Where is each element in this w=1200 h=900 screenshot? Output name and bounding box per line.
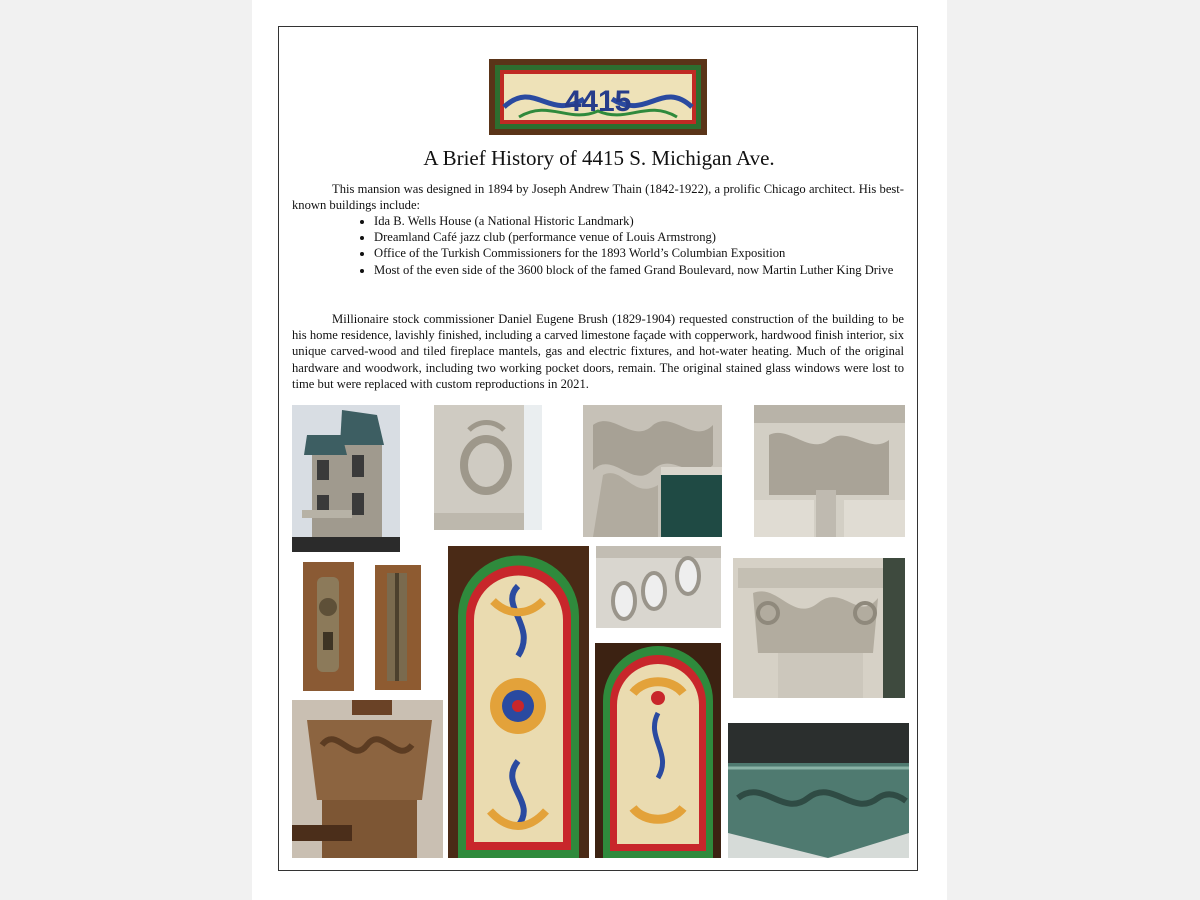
door-hinge-photo [375,565,421,690]
mansion-exterior-photo [292,405,400,552]
column-capital-photo [733,558,905,698]
page-title: A Brief History of 4415 S. Michigan Ave. [423,146,775,170]
address-sign-photo [489,59,707,135]
stained-glass-window-small-photo [595,643,721,858]
intro-paragraph: This mansion was designed in 1894 by Joseph Andrew Thain (1842-1922), a prolific Chicago architect. His best-known buildings include: [292,182,904,213]
list-item: • Office of the Turkish Commissioners for the 1893 World’s Columbian Exposition [374,245,930,261]
carved-newel-post-photo [292,700,443,858]
sign-number: 4415 [564,85,632,118]
stone-wreath-carving-photo [434,405,542,530]
carved-stone-foliage-photo [583,405,722,537]
stained-glass-window-large-photo [448,546,589,858]
stone-corner-carving-photo [754,405,905,537]
porthole-windows-photo [596,546,721,628]
history-paragraph: Millionaire stock commissioner Daniel Eugene Brush (1829-1904) requested construction of the building to be his home residence, lavishly finished, including a carved limestone façade with copperwork, hardwood finish interior, six unique carved-wood and tiled fireplace mantels, gas and electric fixtures, and hot-water heating. Much of the original hardware and woodwork, including two working pocket doors, remain. The original stained glass windows were lost to time but were replaced with custom reproductions in 2021. [292,312,904,391]
list-item: • Ida B. Wells House (a National Historic Landmark) [374,213,930,229]
buildings-list [352,213,930,278]
door-knob-plate-photo [303,562,354,691]
list-item: • Most of the even side of the 3600 block of the famed Grand Boulevard, now Martin Luther King Drive [374,262,930,278]
list-item: • Dreamland Café jazz club (performance venue of Louis Armstrong) [374,229,930,245]
copper-frieze-photo [728,723,909,858]
